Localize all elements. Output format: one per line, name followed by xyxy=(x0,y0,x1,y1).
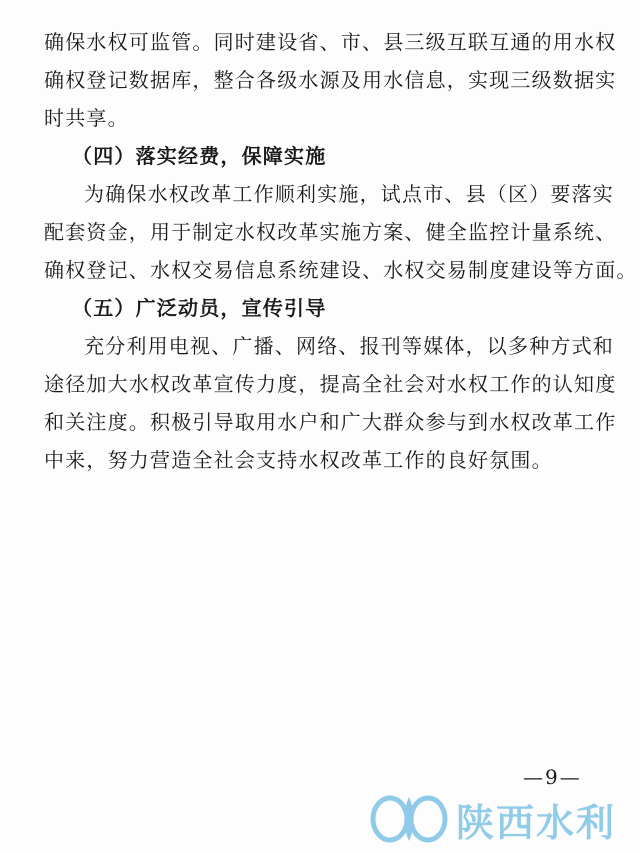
body-line-2: 确权登记数据库，整合各级水源及用水信息，实现三级数据实 xyxy=(44,68,617,92)
body-line-3: 时共享。 xyxy=(44,106,129,130)
body-line-10: 途径加大水权改革宣传力度，提高全社会对水权工作的认知度 xyxy=(44,372,617,396)
water-logo-icon xyxy=(368,793,450,845)
body-line-9: 充分利用电视、广播、网络、报刊等媒体，以多种方式和 xyxy=(84,334,614,358)
body-line-6: 配套资金，用于制定水权改革实施方案、健全监控计量系统、 xyxy=(44,220,617,244)
body-line-7: 确权登记、水权交易信息系统建设、水权交易制度建设等方面。 xyxy=(44,258,638,282)
section-heading-five: （五）广泛动员，宣传引导 xyxy=(72,296,327,320)
page-number: —9— xyxy=(523,765,582,789)
section-heading-four: （四）落实经费，保障实施 xyxy=(72,144,327,168)
body-line-1: 确保水权可监管。同时建设省、市、县三级互联互通的用水权 xyxy=(44,30,617,54)
watermark xyxy=(368,790,634,848)
body-line-5: 为确保水权改革工作顺利实施，试点市、县（区）要落实 xyxy=(84,182,614,206)
watermark-text: 陕西水利 xyxy=(456,800,617,845)
body-line-11: 和关注度。积极引导取用水户和广大群众参与到水权改革工作 xyxy=(44,410,617,434)
body-line-12: 中来，努力营造全社会支持水权改革工作的良好氛围。 xyxy=(44,448,553,472)
